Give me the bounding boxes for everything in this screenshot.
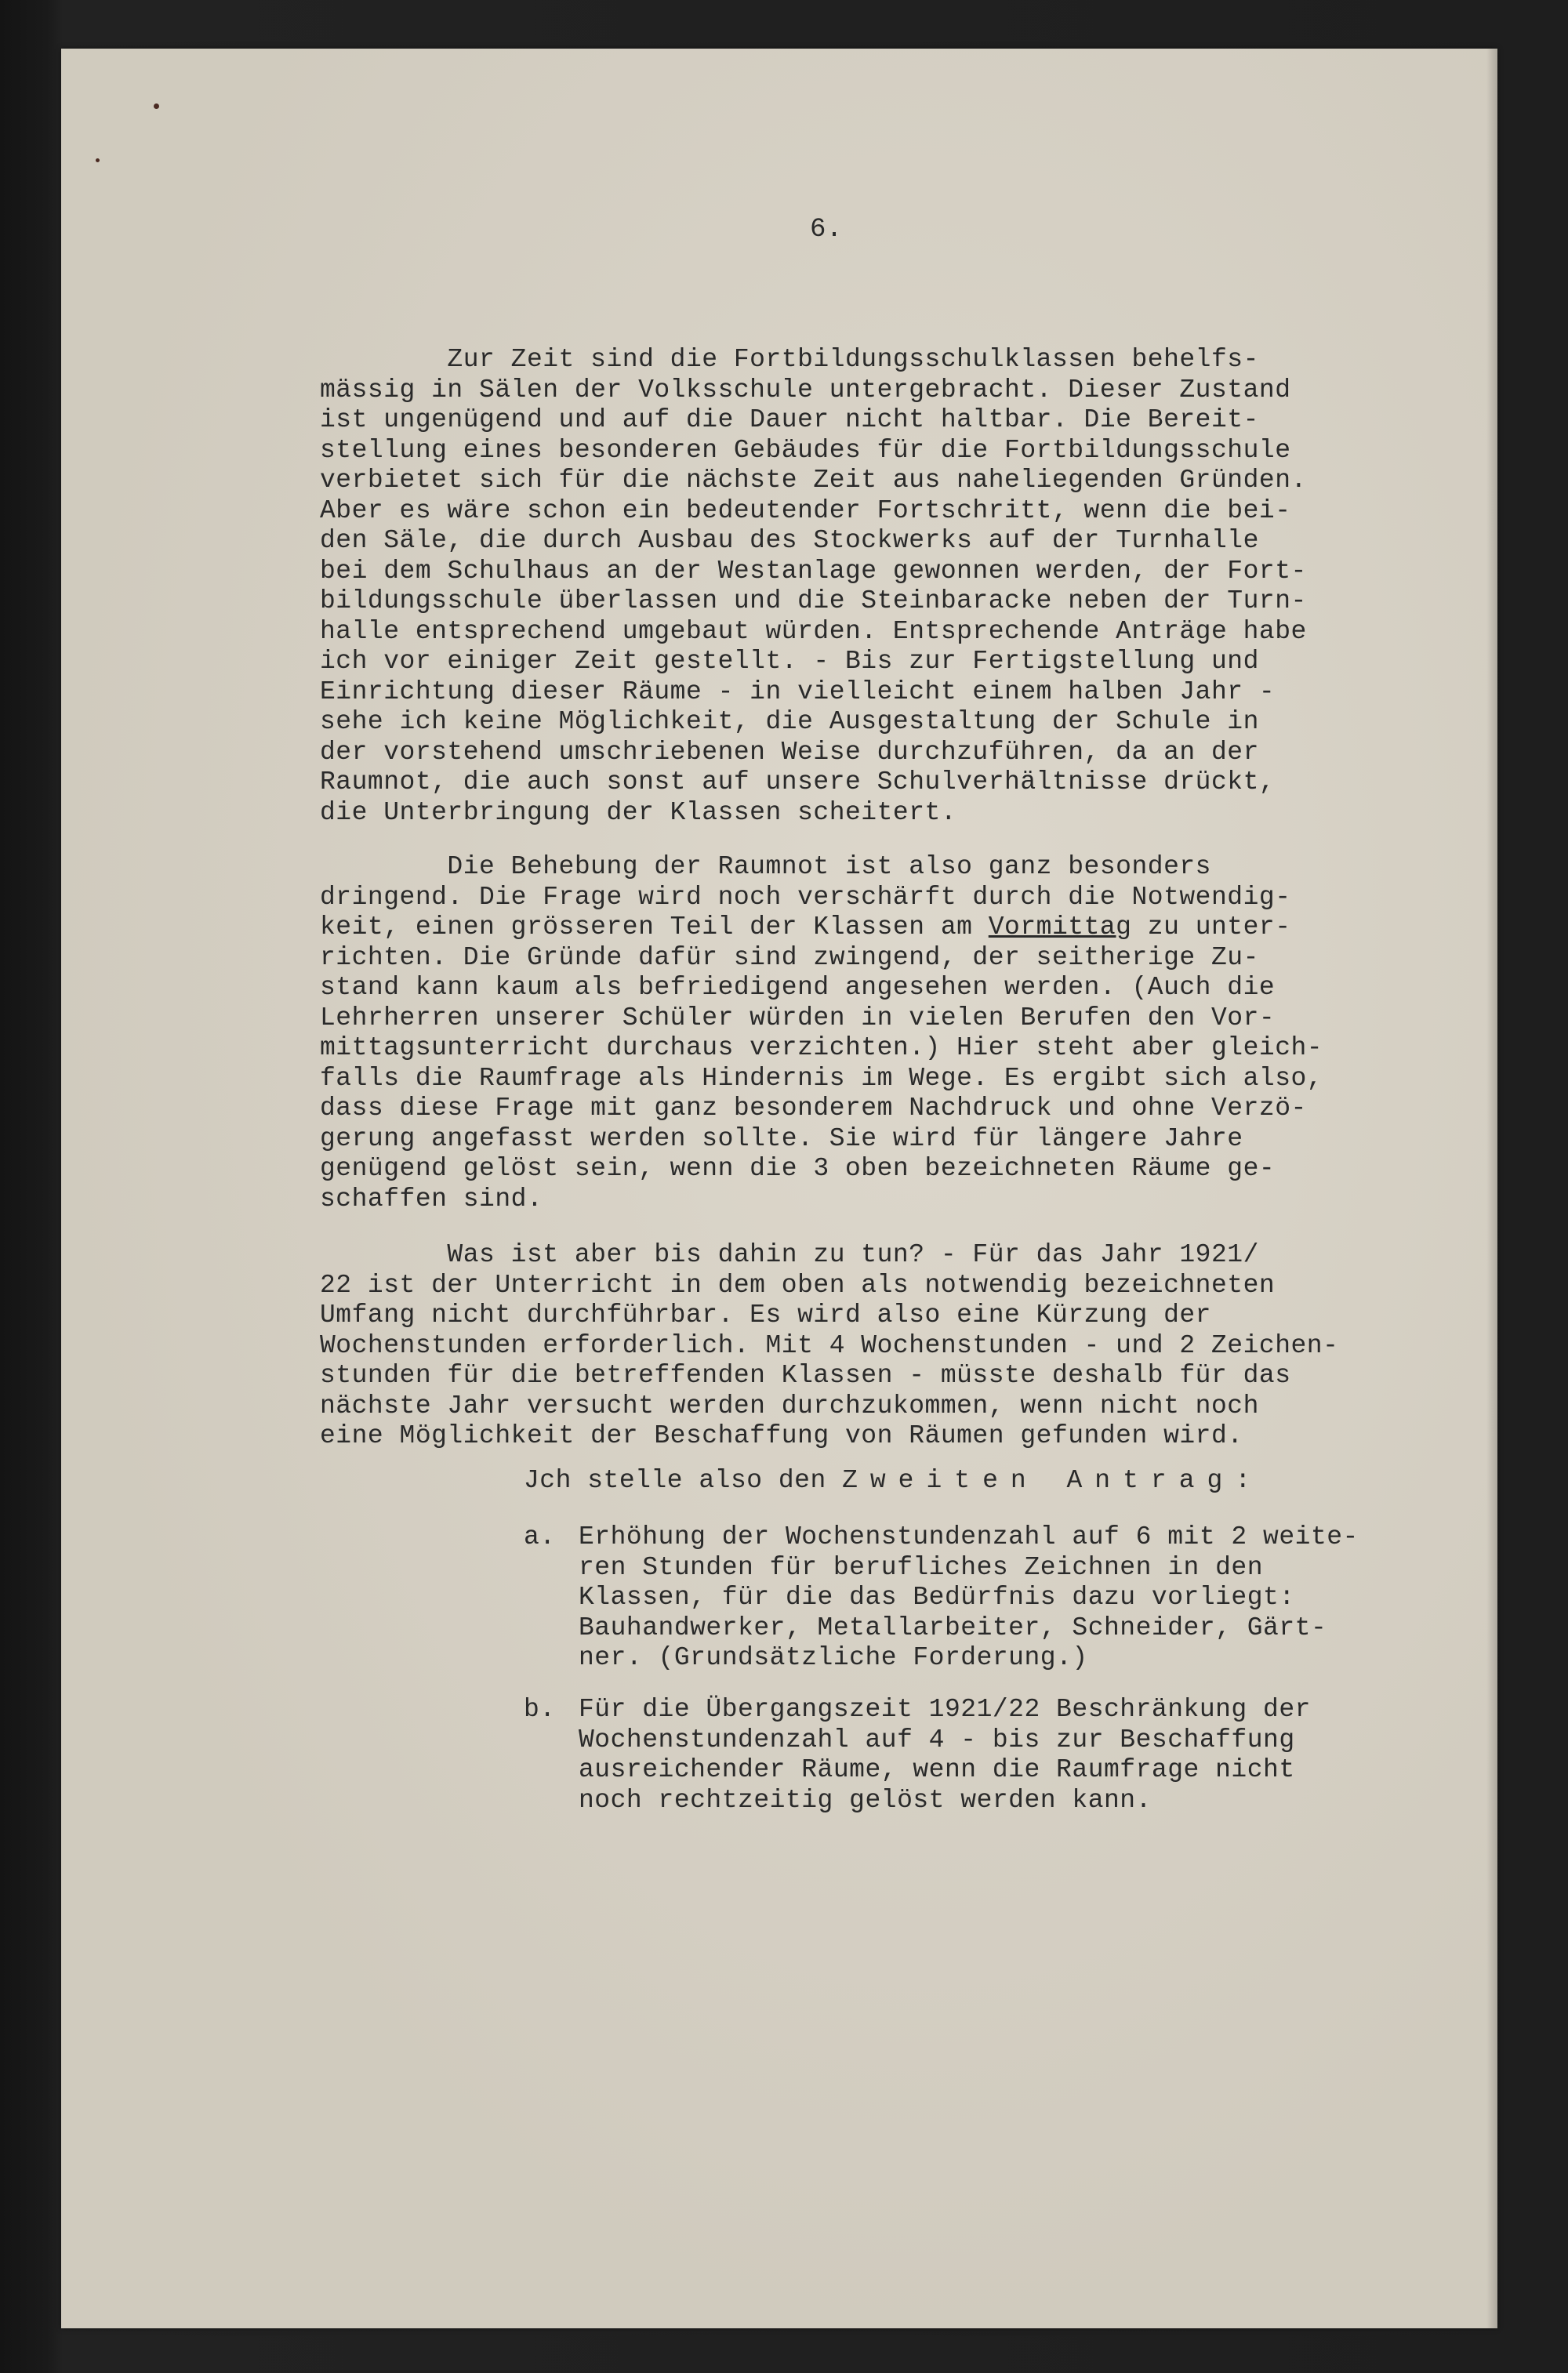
text-fragment: keit, einen grösseren Teil der Klassen am [320,913,989,942]
text-line [320,913,1512,943]
text-line: noch rechtzeitig gelöst werden kann. [579,1785,1152,1815]
text-fragment: zu unter- [1131,913,1291,942]
text-line: Klassen, für die das Bedürfnis dazu vorliegt: [579,1583,1295,1612]
paper-speck [154,103,159,109]
text-line: Für die Übergangszeit 1921/22 Beschränkung der [579,1695,1311,1724]
page-number: 6. [810,215,843,245]
text-line: bildungsschule überlassen und die Steinbaracke neben der Turn- [320,586,1307,615]
request-heading [524,1466,1251,1497]
text-line: Raumnot, die auch sonst auf unsere Schulverhältnisse drückt, [320,767,1276,796]
text-line: schaffen sind. [320,1184,543,1214]
text-line: Bauhandwerker, Metallarbeiter, Schneider, Gärt- [579,1613,1327,1642]
text-line: bei dem Schulhaus an der Westanlage gewonnen werden, der Fort- [320,556,1307,586]
text-line: stand kann kaum als befriedigend angesehen werden. (Auch die [320,973,1276,1002]
paragraph-1 [320,345,1512,828]
text-line: Zur Zeit sind die Fortbildungsschulklassen behelfs- [320,345,1259,374]
text-line: Erhöhung der Wochenstundenzahl auf 6 mit 2 weite- [579,1522,1359,1551]
text-line: ist ungenügend und auf die Dauer nicht haltbar. Die Bereit- [320,405,1259,434]
text-line: eine Möglichkeit der Beschaffung von Räumen gefunden wird. [320,1421,1243,1450]
text-line: Wochenstundenzahl auf 4 - bis zur Beschaffung [579,1725,1295,1754]
text-line: genügend gelöst sein, wenn die 3 oben bezeichneten Räume ge- [320,1154,1276,1183]
text-line: richten. Die Gründe dafür sind zwingend, der seitherige Zu- [320,942,1259,972]
text-line: dringend. Die Frage wird noch verschärft durch die Notwendig- [320,882,1291,912]
text-line: Die Behebung der Raumnot ist also ganz besonders [320,852,1211,881]
text-line: dass diese Frage mit ganz besonderem Nachdruck und ohne Verzö- [320,1094,1307,1123]
text-line: ich vor einiger Zeit gestellt. - Bis zur Fertigstellung und [320,647,1259,676]
request-prefix: Jch stelle also den [524,1466,843,1495]
text-line: Was ist aber bis dahin zu tun? - Für das Jahr 1921/ [320,1240,1259,1269]
text-line: ren Stunden für berufliches Zeichnen in den [579,1552,1264,1582]
document-page [61,49,1497,2328]
text-line: Wochenstunden erforderlich. Mit 4 Wochenstunden - und 2 Zeichen- [320,1330,1339,1360]
text-line [524,1466,1251,1497]
request-emphasis: Zweiten Antrag [842,1466,1236,1495]
text-line: den Säle, die durch Ausbau des Stockwerks auf der Turnhalle [320,526,1259,555]
text-line: ner. (Grundsätzliche Forderung.) [579,1643,1088,1672]
text-line: falls die Raumfrage als Hindernis im Wege. Es ergibt sich also, [320,1063,1323,1093]
list-marker: b. [524,1695,556,1724]
text-line: stunden für die betreffenden Klassen - müsste deshalb für das [320,1361,1291,1390]
text-line: 22 ist der Unterricht in dem oben als notwendig bezeichneten [320,1270,1276,1300]
paper-speck [96,158,100,162]
text-line: stellung eines besonderen Gebäudes für die Fortbildungsschule [320,435,1291,465]
text-line: mässig in Sälen der Volksschule untergebracht. Dieser Zustand [320,375,1291,405]
text-line: halle entsprechend umgebaut würden. Entsprechende Anträge habe [320,616,1307,646]
paragraph-2 [320,852,1512,1214]
text-line: der vorstehend umschriebenen Weise durchzuführen, da an der [320,737,1259,767]
text-line: Umfang nicht durchführbar. Es wird also eine Kürzung der [320,1301,1211,1330]
paragraph-3 [320,1240,1512,1452]
text-line: Einrichtung dieser Räume - in vielleicht einem halben Jahr - [320,677,1276,706]
request-suffix: : [1235,1466,1251,1495]
list-marker: a. [524,1522,556,1551]
text-line: Lehrherren unserer Schüler würden in vielen Berufen den Vor- [320,1003,1276,1032]
text-line: Aber es wäre schon ein bedeutender Fortschritt, wenn die bei- [320,495,1291,525]
text-line: gerung angefasst werden sollte. Sie wird für längere Jahre [320,1123,1243,1153]
text-line: verbietet sich für die nächste Zeit aus naheliegenden Gründen. [320,466,1307,495]
list-item-body [579,1695,1311,1816]
text-line: nächste Jahr versucht werden durchzukommen, wenn nicht noch [320,1391,1259,1421]
text-line: ausreichender Räume, wenn die Raumfrage nicht [579,1755,1295,1784]
text-line: sehe ich keine Möglichkeit, die Ausgestaltung der Schule in [320,707,1259,736]
text-line: die Unterbringung der Klassen scheitert. [320,797,957,827]
list-item-body [579,1522,1359,1674]
text-line: mittagsunterricht durchaus verzichten.) Hier steht aber gleich- [320,1033,1323,1062]
underlined-word: Vormittag [988,913,1132,942]
